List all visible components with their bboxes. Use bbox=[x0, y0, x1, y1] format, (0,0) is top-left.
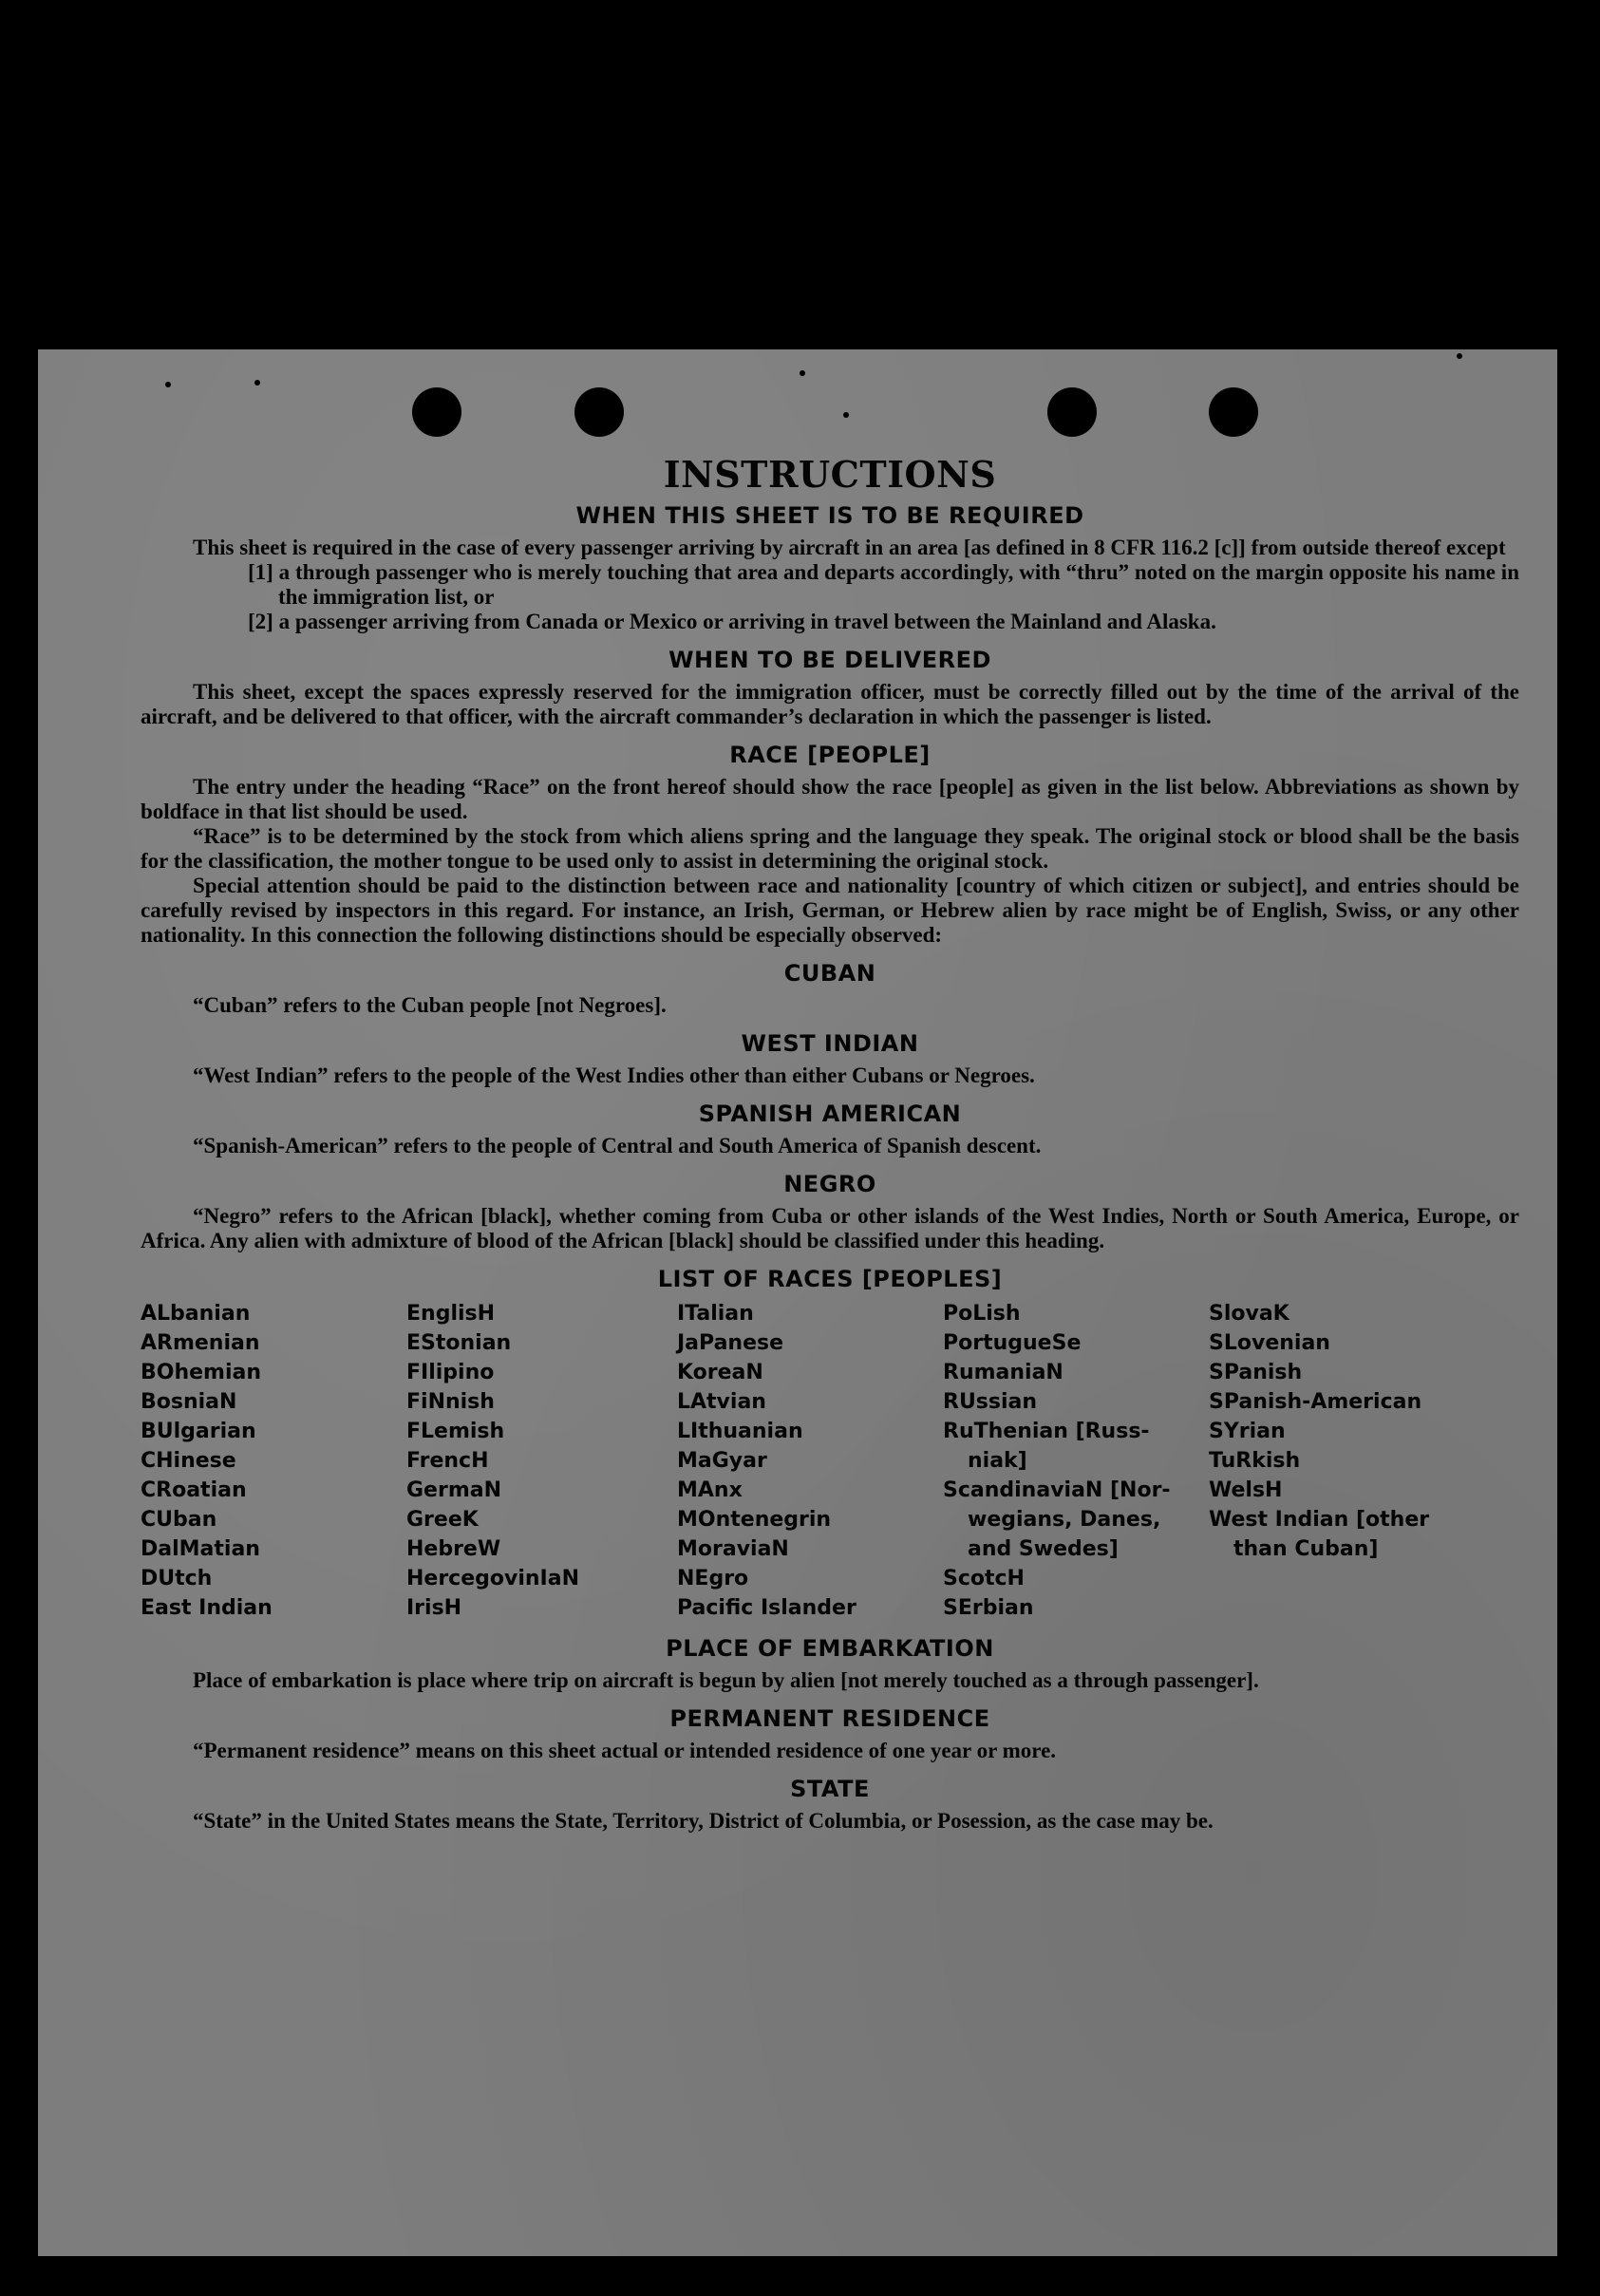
exception-item-2: [2] a passenger arriving from Canada or Mexico or arriving in travel between the Mainland and Alaska. bbox=[248, 610, 1216, 633]
race-entry: BosniaN bbox=[141, 1390, 237, 1414]
instructions-content bbox=[141, 454, 1519, 1834]
race-entry: ALbanian bbox=[141, 1302, 251, 1326]
race-entry: PoLish bbox=[943, 1302, 1021, 1326]
race-entry: MoraviaN bbox=[677, 1537, 789, 1561]
races-column bbox=[141, 1299, 406, 1623]
race-entry: niak] bbox=[968, 1449, 1027, 1473]
heading-permanent-residence: PERMANENT RESIDENCE bbox=[669, 1705, 990, 1732]
speck bbox=[165, 382, 171, 387]
race-entry: LIthuanian bbox=[677, 1420, 803, 1443]
race-entry: PortugueSe bbox=[943, 1331, 1082, 1355]
race-entry: LAtvian bbox=[677, 1390, 766, 1414]
heading-list-of-races: LIST OF RACES [PEOPLES] bbox=[657, 1266, 1003, 1292]
heading-west-indian: WEST INDIAN bbox=[741, 1030, 919, 1057]
when-required-intro: This sheet is required in the case of every passenger arriving by aircraft in an area [as defined in 8 CFR 116.2 [c]] from outside thereof except bbox=[193, 536, 1506, 559]
race-entry: FIlipino bbox=[406, 1361, 495, 1384]
state-text: “State” in the United States means the State, Territory, District of Columbia, or Posession, as the case may be. bbox=[193, 1809, 1214, 1833]
race-entry: CHinese bbox=[141, 1449, 236, 1473]
speck bbox=[1457, 353, 1462, 359]
race-entry: FLemish bbox=[406, 1420, 505, 1443]
race-entry: SYrian bbox=[1209, 1420, 1286, 1443]
heading-when-delivered: WHEN TO BE DELIVERED bbox=[668, 647, 991, 673]
heading-spanish-american: SPANISH AMERICAN bbox=[698, 1101, 962, 1127]
race-entry: BOhemian bbox=[141, 1361, 262, 1384]
race-entry: West Indian [other bbox=[1209, 1508, 1430, 1532]
punch-hole bbox=[574, 387, 624, 437]
west-indian-text: “West Indian” refers to the people of the West Indies other than either Cubans or Negroes. bbox=[193, 1063, 1035, 1087]
race-entry: than Cuban] bbox=[1233, 1537, 1379, 1561]
punch-hole bbox=[1047, 387, 1097, 437]
race-entry: ScandinaviaN [Nor- bbox=[943, 1478, 1171, 1502]
race-entry: GermaN bbox=[406, 1478, 502, 1502]
punch-hole bbox=[412, 387, 461, 437]
race-entry: CUban bbox=[141, 1508, 217, 1532]
punch-hole bbox=[1209, 387, 1258, 437]
race-entry: DalMatian bbox=[141, 1537, 260, 1561]
race-entry: and Swedes] bbox=[968, 1537, 1119, 1561]
race-entry: SLovenian bbox=[1209, 1331, 1330, 1355]
negro-text: “Negro” refers to the African [black], whether coming from Cuba or other islands of the West Indies, North or South America, Europe, or Africa. Any alien with admixture of blood of the African [black] should be classified under this heading. bbox=[141, 1204, 1519, 1252]
race-entry: FrencH bbox=[406, 1449, 489, 1473]
races-column bbox=[943, 1299, 1209, 1623]
spanish-american-text: “Spanish-American” refers to the people of Central and South America of Spanish descent. bbox=[193, 1134, 1042, 1157]
race-entry: SErbian bbox=[943, 1596, 1034, 1620]
race-entry: NEgro bbox=[677, 1567, 749, 1590]
race-entry: RumaniaN bbox=[943, 1361, 1064, 1384]
race-entry: IrisH bbox=[406, 1596, 462, 1620]
speck bbox=[800, 370, 805, 376]
speck bbox=[254, 380, 260, 386]
race-entry: TuRkish bbox=[1209, 1449, 1301, 1473]
race-entry: East Indian bbox=[141, 1596, 273, 1620]
page-title: INSTRUCTIONS bbox=[663, 453, 997, 496]
race-entry: wegians, Danes, bbox=[968, 1508, 1161, 1532]
race-entry: EStonian bbox=[406, 1331, 512, 1355]
race-entry: GreeK bbox=[406, 1508, 479, 1532]
race-entry: MaGyar bbox=[677, 1449, 767, 1473]
races-column bbox=[1209, 1299, 1519, 1623]
heading-cuban: CUBAN bbox=[783, 960, 876, 987]
race-paragraph: Special attention should be paid to the distinction between race and nationality [country of which citizen or subject], and entries should be carefully revised by inspectors in this regard. For instance, an Irish, German, or Hebrew alien by race might be of English, Swiss, or any other nationality. In this connection the following distinctions should be especially observed: bbox=[141, 874, 1519, 947]
heading-race: RACE [PEOPLE] bbox=[729, 742, 931, 768]
race-entry: CRoatian bbox=[141, 1478, 247, 1502]
races-column bbox=[406, 1299, 677, 1623]
race-entry: SPanish-American bbox=[1209, 1390, 1422, 1414]
races-column bbox=[677, 1299, 943, 1623]
race-entry: HebreW bbox=[406, 1537, 501, 1561]
race-entry: SlovaK bbox=[1209, 1302, 1289, 1326]
heading-when-required: WHEN THIS SHEET IS TO BE REQUIRED bbox=[575, 502, 1084, 529]
race-entry: Pacific Islander bbox=[677, 1596, 856, 1620]
race-entry: ScotcH bbox=[943, 1567, 1025, 1590]
race-entry: WelsH bbox=[1209, 1478, 1283, 1502]
exception-item-1: [1] a through passenger who is merely touching that area and departs accordingly, with “thru” noted on the margin opposite his name in the immigration list, or bbox=[248, 560, 1519, 609]
embarkation-text: Place of embarkation is place where trip on aircraft is begun by alien [not merely touched as a through passenger]. bbox=[193, 1668, 1259, 1692]
cuban-text: “Cuban” refers to the Cuban people [not Negroes]. bbox=[193, 993, 667, 1017]
race-entry: JaPanese bbox=[677, 1331, 784, 1355]
when-delivered-text: This sheet, except the spaces expressly reserved for the immigration officer, must be correctly filled out by the time of the arrival of the aircraft, and be delivered to that officer, with the aircraft commander’s declaration in which the passenger is listed. bbox=[141, 680, 1519, 728]
permanent-residence-text: “Permanent residence” means on this sheet actual or intended residence of one year or more. bbox=[193, 1739, 1057, 1762]
race-entry: MOntenegrin bbox=[677, 1508, 832, 1532]
race-entry: ITalian bbox=[677, 1302, 754, 1326]
race-entry: ARmenian bbox=[141, 1331, 260, 1355]
race-paragraph: The entry under the heading “Race” on the front hereof should show the race [people] as given in the list below. Abbreviations as shown by boldface in that list should be used. bbox=[141, 775, 1519, 823]
race-paragraph: “Race” is to be determined by the stock from which aliens spring and the language they speak. The original stock or blood shall be the basis for the classification, the mother tongue to be used only to assist in determining the original stock. bbox=[141, 824, 1519, 873]
race-entry: EnglisH bbox=[406, 1302, 496, 1326]
heading-embarkation: PLACE OF EMBARKATION bbox=[666, 1635, 994, 1662]
race-entry: RUssian bbox=[943, 1390, 1038, 1414]
race-entry: BUlgarian bbox=[141, 1420, 256, 1443]
race-entry: HercegovinIaN bbox=[406, 1567, 579, 1590]
heading-state: STATE bbox=[790, 1776, 870, 1802]
race-entry: SPanish bbox=[1209, 1361, 1303, 1384]
document-sheet bbox=[38, 349, 1557, 2256]
speck bbox=[843, 412, 849, 418]
race-entry: KoreaN bbox=[677, 1361, 763, 1384]
races-list bbox=[141, 1299, 1519, 1623]
race-entry: RuThenian [Russ- bbox=[943, 1420, 1150, 1443]
race-entry: DUtch bbox=[141, 1567, 213, 1590]
heading-negro: NEGRO bbox=[783, 1171, 876, 1197]
race-entry: FiNnish bbox=[406, 1390, 495, 1414]
race-entry: MAnx bbox=[677, 1478, 743, 1502]
